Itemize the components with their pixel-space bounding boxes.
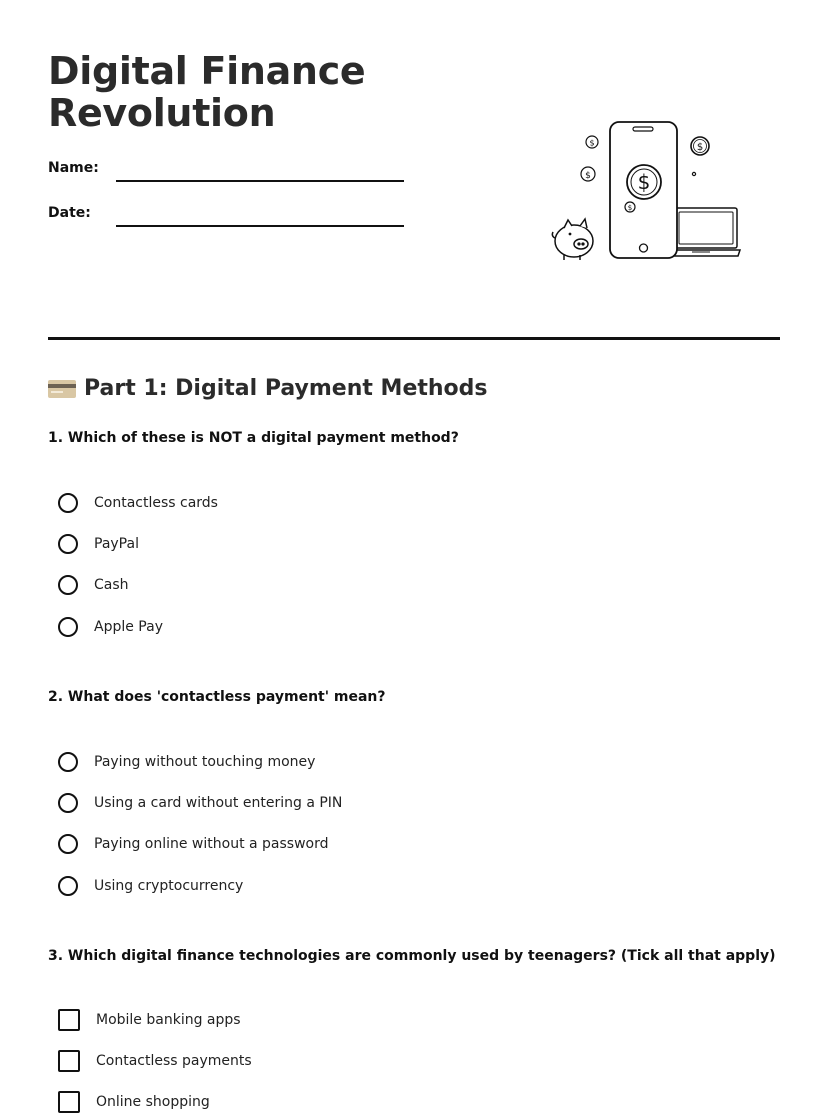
checkbox[interactable] <box>58 1050 80 1072</box>
radio-button[interactable] <box>58 575 78 595</box>
worksheet-title: Digital Finance Revolution <box>48 49 366 135</box>
option-label: Online shopping <box>96 1094 210 1110</box>
q2-option-without-touching-money[interactable] <box>58 750 315 774</box>
option-label: Apple Pay <box>94 619 163 635</box>
q1-option-cash[interactable] <box>58 573 129 597</box>
svg-text:$: $ <box>627 204 633 212</box>
date-field[interactable] <box>116 225 404 227</box>
name-label: Name: <box>48 160 99 176</box>
digital-finance-illustration <box>550 118 744 266</box>
q1-option-paypal[interactable] <box>58 532 139 556</box>
q2-option-cryptocurrency[interactable] <box>58 874 243 898</box>
q1-option-contactless-cards[interactable] <box>58 491 218 515</box>
q2-option-without-pin[interactable] <box>58 791 342 815</box>
radio-button[interactable] <box>58 793 78 813</box>
section-divider <box>48 337 780 340</box>
radio-button[interactable] <box>58 493 78 513</box>
radio-button[interactable] <box>58 876 78 896</box>
q2-option-without-password[interactable] <box>58 832 329 856</box>
option-label: Using cryptocurrency <box>94 878 244 894</box>
part1-title <box>48 374 488 404</box>
option-label: Contactless payments <box>96 1053 252 1069</box>
svg-text:$: $ <box>589 138 595 148</box>
svg-text:$: $ <box>585 171 591 181</box>
q3-option-contactless-payments[interactable] <box>58 1049 252 1073</box>
option-label: PayPal <box>94 536 139 552</box>
option-label: Mobile banking apps <box>96 1012 241 1028</box>
svg-text:$: $ <box>637 170 651 194</box>
credit-card-icon <box>48 380 76 398</box>
option-label: Using a card without entering a PIN <box>94 795 343 811</box>
checkbox[interactable] <box>58 1091 80 1113</box>
option-label: Paying without touching money <box>94 754 316 770</box>
radio-button[interactable] <box>58 617 78 637</box>
name-field[interactable] <box>116 180 404 182</box>
svg-text:$: $ <box>696 142 704 153</box>
question-2: 2. What does 'contactless payment' mean? <box>48 689 386 705</box>
q1-option-apple-pay[interactable] <box>58 615 163 639</box>
date-label: Date: <box>48 205 91 221</box>
question-3: 3. Which digital finance technologies are commonly used by teenagers? (Tick all that apply) <box>48 948 776 964</box>
laptop-icon <box>670 208 740 256</box>
piggy-bank-icon <box>552 219 593 260</box>
option-label: Contactless cards <box>94 495 218 511</box>
radio-button[interactable] <box>58 752 78 772</box>
radio-button[interactable] <box>58 834 78 854</box>
q3-option-mobile-banking[interactable] <box>58 1008 241 1032</box>
q3-option-online-shopping[interactable] <box>58 1090 210 1114</box>
radio-button[interactable] <box>58 534 78 554</box>
question-1: 1. Which of these is NOT a digital payment method? <box>48 430 459 446</box>
checkbox[interactable] <box>58 1009 80 1031</box>
part1-title-text: Part 1: Digital Payment Methods <box>84 376 488 401</box>
option-label: Paying online without a password <box>94 836 329 852</box>
option-label: Cash <box>94 577 129 593</box>
